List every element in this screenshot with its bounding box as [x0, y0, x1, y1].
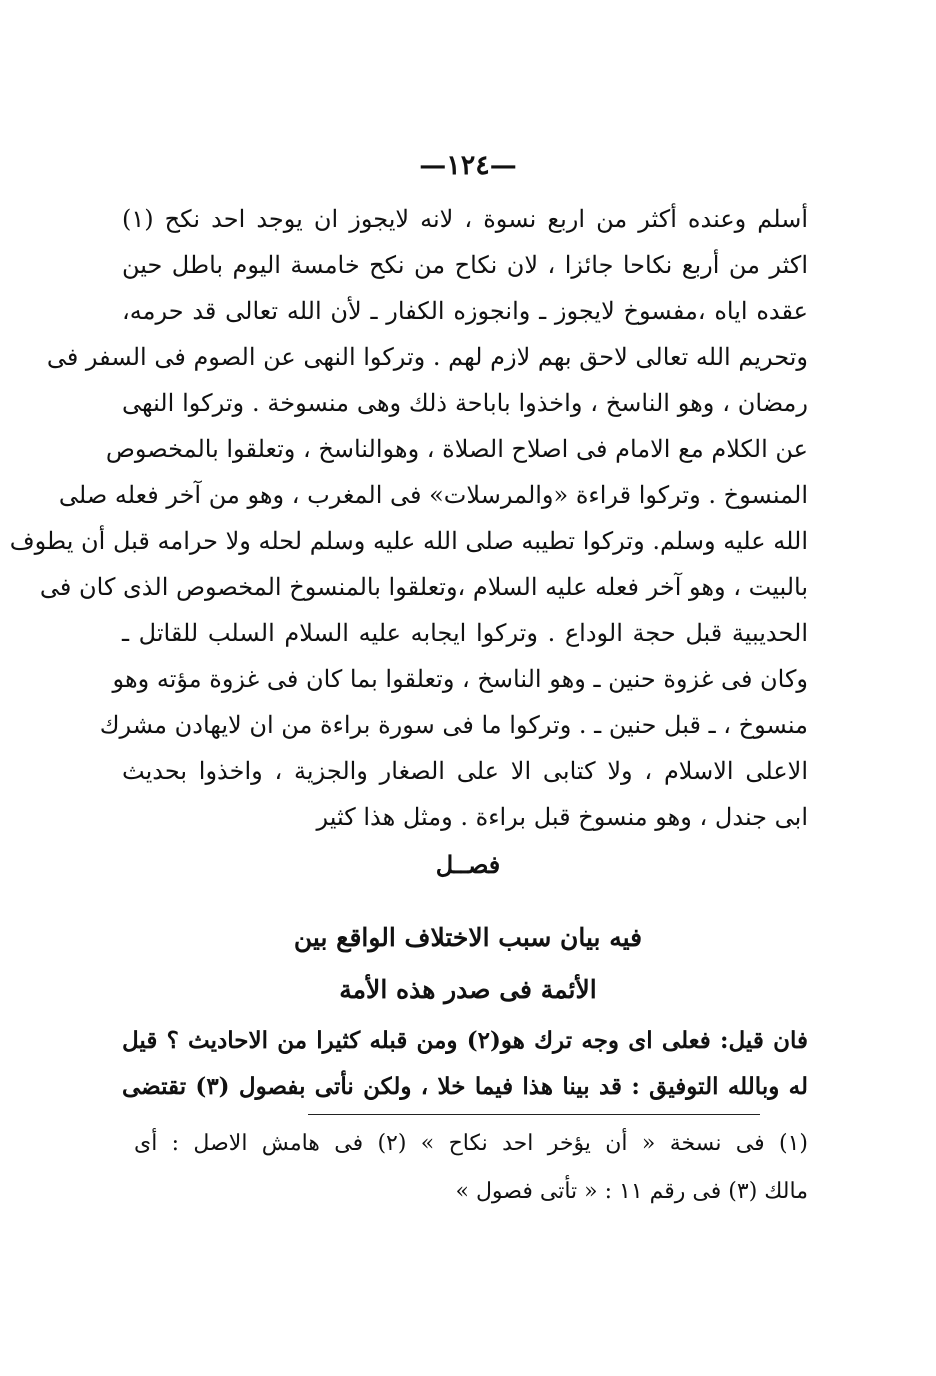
- footnote-line: مالك (٣) فى رقم ١١ : « تأتى فصول »: [455, 1179, 808, 1204]
- section-title-line: الأئمة فى صدر هذه الأمة: [339, 975, 597, 1004]
- footnotes: [134, 1120, 808, 1216]
- text-line: الله عليه وسلم. وتركوا تطيبه صلى الله عليه وسلم لحله ولا حرامه قبل أن يطوف: [9, 527, 808, 555]
- page-number: —١٢٤—: [419, 150, 517, 181]
- section-title-line: فيه بيان سبب الاختلاف الواقع بين: [293, 923, 643, 952]
- footnote-line: (١) فى نسخة « أن يؤخر احد نكاح » (٢) فى هامش الاصل : أى: [134, 1131, 808, 1156]
- text-line: المنسوخ . وتركوا قراءة «والمرسلات» فى المغرب ، وهو من آخر فعله صلى: [58, 481, 808, 509]
- text-line: عقده اياه ،مفسوخ لايجوز ـ وانجوزه الكفار ـ لأن الله تعالى قد حرمه،: [122, 297, 808, 325]
- text-line: اكثر من أربع نكاحا جائزا ، لان نكاح من نكح خامسة اليوم باطل حين: [122, 251, 808, 279]
- text-line: رمضان ، وهو الناسخ ، واخذوا باباحة ذلك وهى منسوخة . وتركوا النهى: [122, 389, 808, 417]
- main-paragraph: [9, 196, 808, 840]
- text-line: بالبيت ، وهو آخر فعله عليه السلام ،وتعلقوا بالمنسوخ المخصوص الذى كان فى: [39, 573, 808, 601]
- text-line: ابى جندل ، وهو منسوخ قبل براءة . ومثل هذا كثير: [316, 803, 808, 831]
- text-line: عن الكلام مع الامام فى اصلاح الصلاة ، وهوالناسخ ، وتعلقوا بالمخصوص: [105, 435, 808, 463]
- text-line: الحديبية قبل حجة الوداع . وتركوا ايجابه عليه السلام السلب للقاتل ـ: [122, 619, 808, 647]
- text-line: وكان فى غزوة حنين ـ وهو الناسخ ، وتعلقوا بما كان فى غزوة مؤته وهو: [112, 665, 808, 693]
- text-line: الاعلى الاسلام ، ولا كتابى الا على الصغار والجزية ، واخذوا بحديث: [122, 757, 808, 785]
- text-line: وتحريم الله تعالى لاحق بهم لازم لهم . وتركوا النهى عن الصوم فى السفر فى: [46, 343, 808, 371]
- text-line: له وبالله التوفيق : قد بينا هذا فيما خلا ، ولكن نأتى بفصول (٣) تقتضى: [122, 1073, 808, 1100]
- text-line: أسلم وعنده أكثر من اربع نسوة ، لانه لايجوز ان يوجد احد نكح (١): [122, 205, 808, 233]
- footnote-divider: [308, 1114, 760, 1115]
- text-line: فان قيل: فعلى اى وجه ترك هو(٢) ومن قبله كثيرا من الاحاديث ؟ قيل: [122, 1027, 808, 1054]
- text-line: منسوخ ، ـ قبل حنين ـ . وتركوا ما فى سورة براءة من ان لايهادن مشرك: [99, 711, 808, 739]
- section-paragraph: [122, 1018, 808, 1110]
- section-title: [0, 912, 936, 1016]
- section-label: فصــل: [435, 850, 501, 879]
